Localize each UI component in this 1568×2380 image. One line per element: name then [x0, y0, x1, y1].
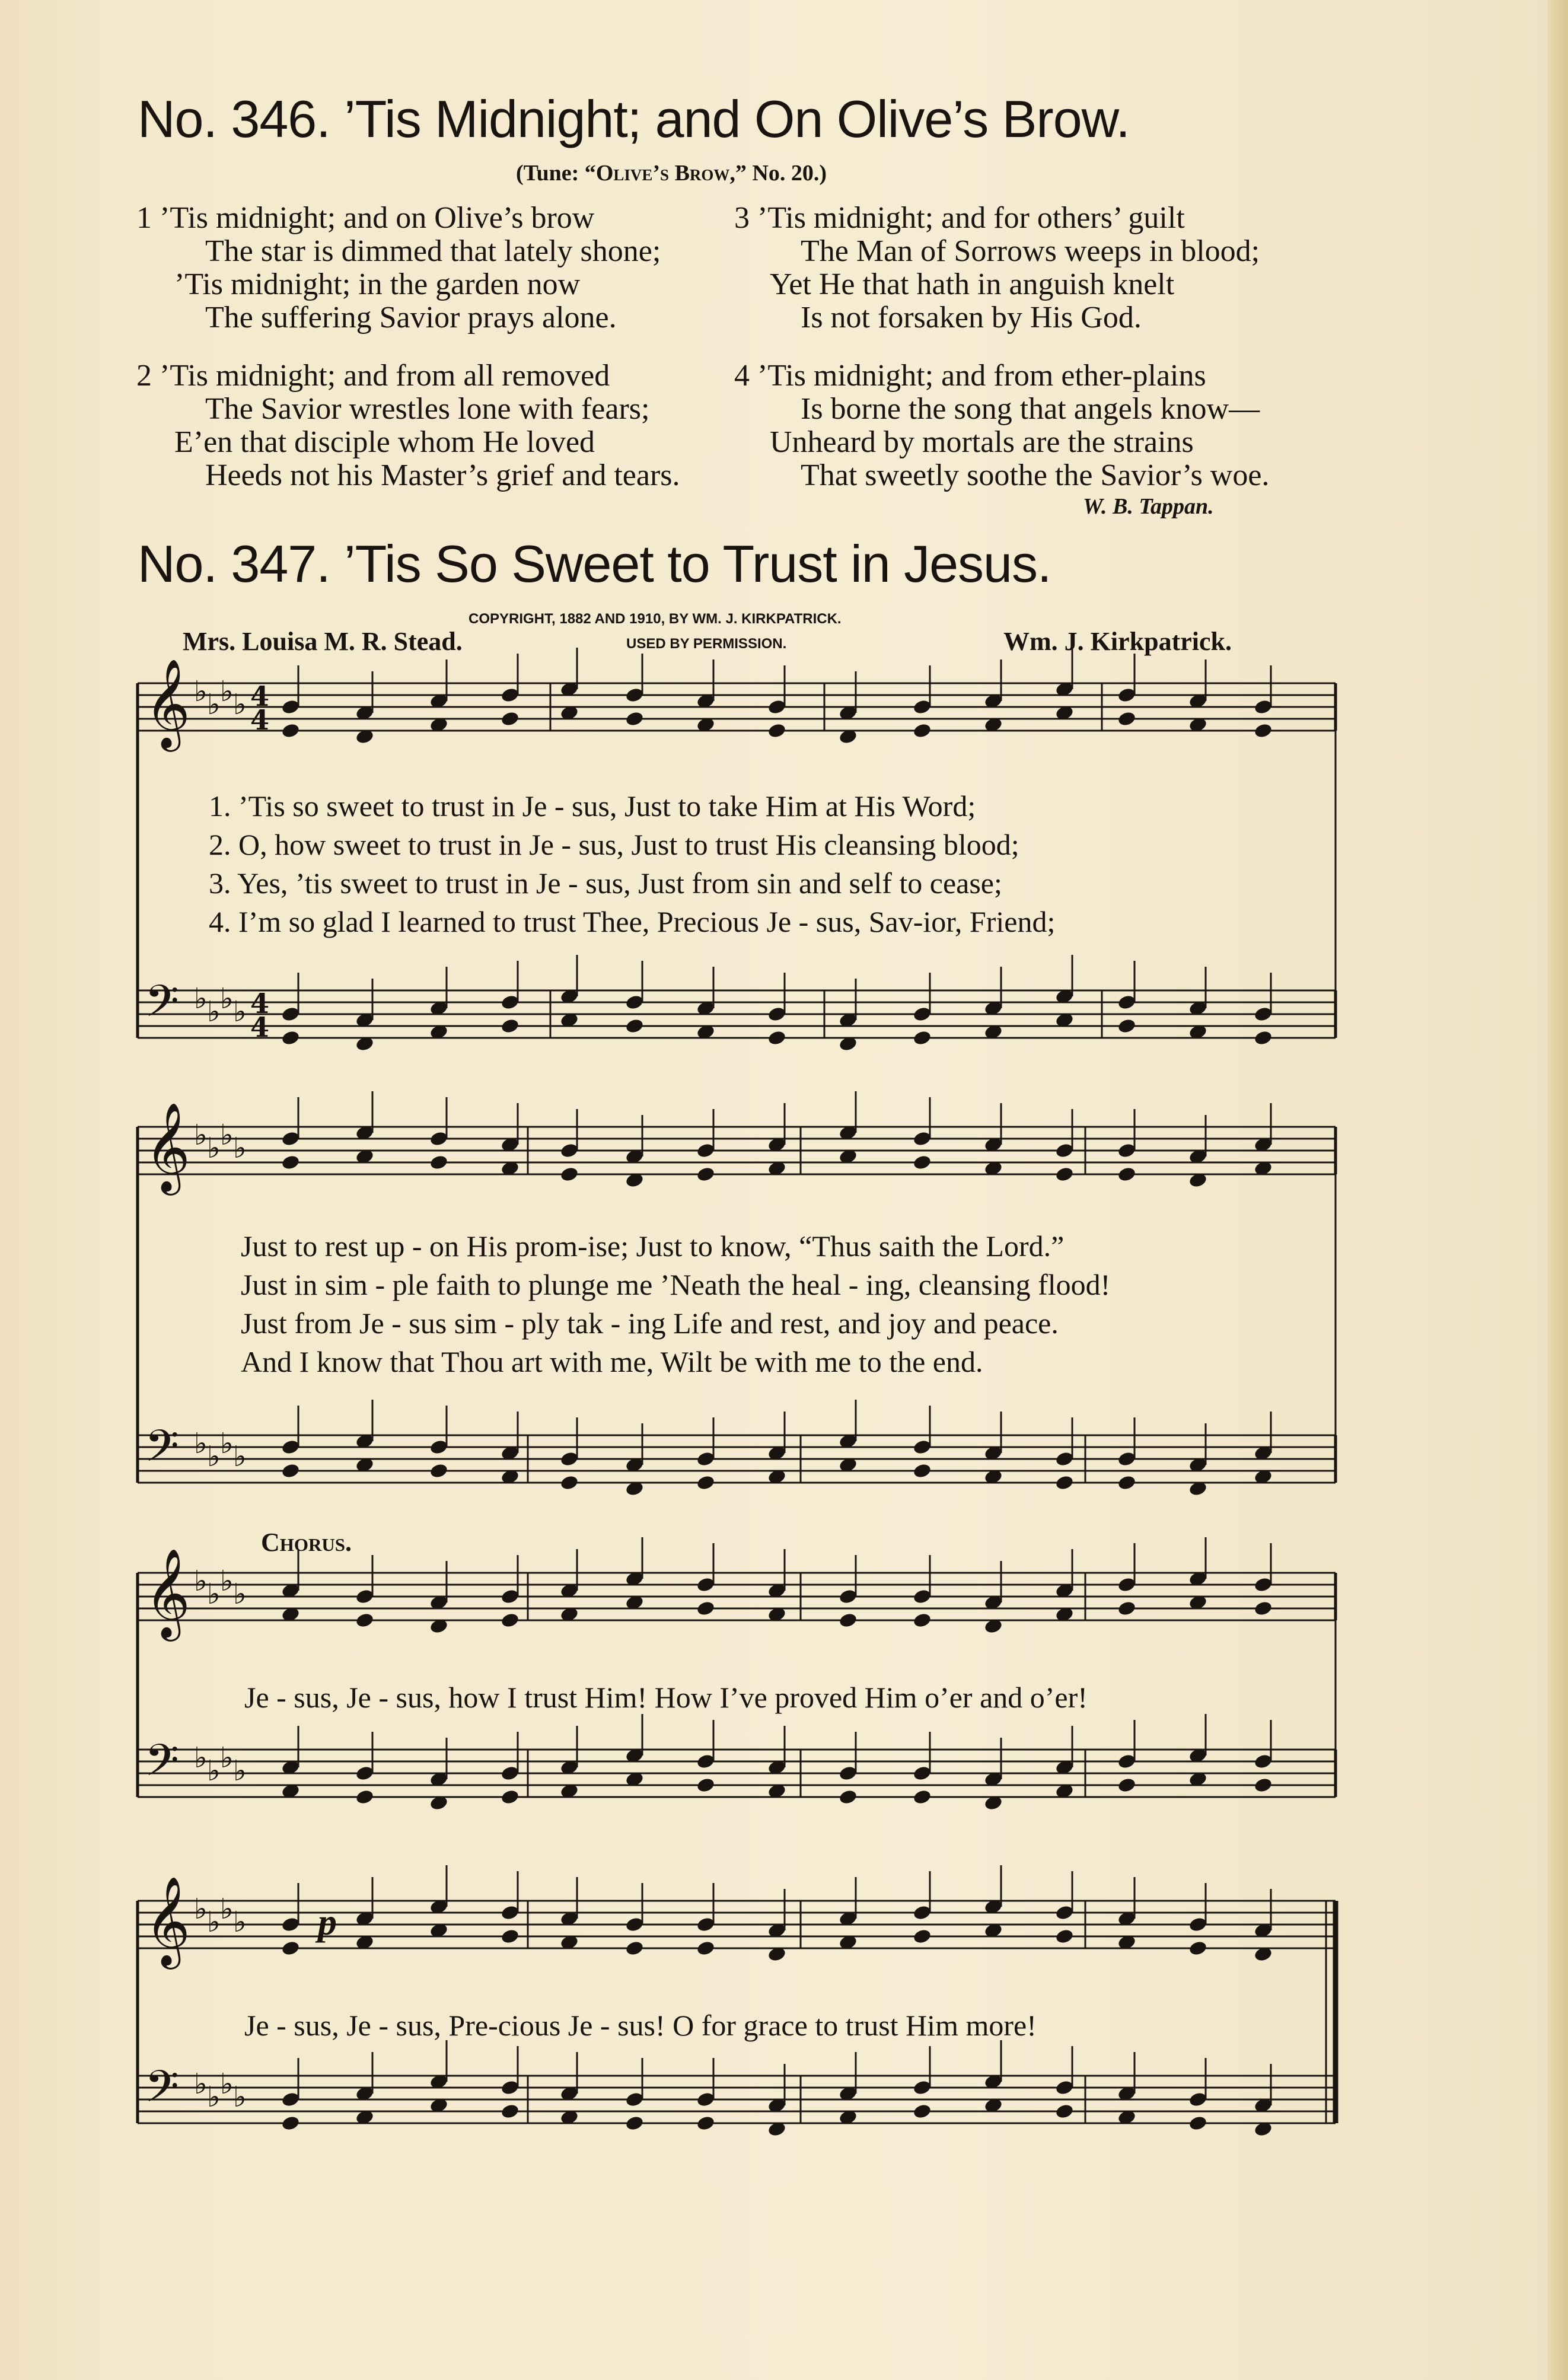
lyric-line: And I know that Thou art with me, Wilt be with me to the end. — [241, 1345, 983, 1378]
flat-sign: ♭ — [233, 2080, 247, 2114]
notehead — [696, 1474, 715, 1491]
notehead — [696, 1600, 715, 1617]
flat-sign: ♭ — [194, 982, 208, 1015]
notehead — [696, 1166, 715, 1183]
time-signature: 4 — [250, 680, 270, 712]
flat-sign: ♭ — [220, 1427, 234, 1460]
flat-sign: ♭ — [207, 995, 221, 1028]
flat-sign: ♭ — [220, 1565, 234, 1598]
flat-sign: ♭ — [220, 1119, 234, 1152]
treble-clef: 𝄞 — [145, 1101, 190, 1191]
notehead — [912, 1612, 932, 1629]
time-signature: 4 — [250, 987, 270, 1019]
flat-sign: ♭ — [220, 2067, 234, 2101]
verse-line: ’Tis midnight; in the garden now — [174, 267, 581, 301]
notehead — [696, 2115, 715, 2132]
flat-sign: ♭ — [194, 1892, 208, 1926]
notehead — [696, 1777, 715, 1793]
lyric-line: 4. I’m so glad I learned to trust Thee, Precious Je - sus, Sav-ior, Friend; — [209, 905, 1056, 938]
verse-line: E’en that disciple whom He loved — [174, 425, 595, 459]
lyricist-credit: Mrs. Louisa M. R. Stead. — [183, 627, 463, 656]
notehead — [1117, 1474, 1136, 1491]
notehead — [281, 1463, 300, 1479]
notehead — [429, 1463, 448, 1479]
lyric-line: Je - sus, Je - sus, Pre-cious Je - sus! O for grace to trust Him more! — [244, 2009, 1037, 2042]
notehead — [281, 1940, 300, 1957]
flat-sign: ♭ — [233, 1132, 247, 1165]
chorus-label: Chorus. — [261, 1528, 352, 1557]
time-signature: 4 — [250, 704, 270, 736]
verse-line: That sweetly soothe the Savior’s woe. — [801, 458, 1270, 492]
flat-sign: ♭ — [207, 2080, 221, 2114]
verse-line: ’Tis midnight; and on Olive’s brow — [160, 201, 595, 235]
notehead — [624, 1940, 644, 1957]
verse-line: ’Tis midnight; and for others’ guilt — [757, 201, 1185, 235]
notehead — [838, 1612, 858, 1629]
notehead — [500, 1789, 520, 1805]
notehead — [1117, 1018, 1136, 1034]
verse-line: ’Tis midnight; and from ether-plains — [757, 359, 1206, 393]
flat-sign: ♭ — [194, 1119, 208, 1152]
flat-sign: ♭ — [194, 1427, 208, 1460]
lyric-line: Je - sus, Je - sus, how I trust Him! How I’ve proved Him o’er and o’er! — [244, 1681, 1088, 1714]
notehead — [559, 1474, 579, 1491]
treble-clef: 𝄞 — [145, 1547, 190, 1637]
treble-clef: 𝄞 — [145, 658, 190, 748]
notehead — [355, 1612, 374, 1629]
flat-sign: ♭ — [207, 1440, 221, 1473]
flat-sign: ♭ — [207, 1754, 221, 1788]
verse-line: Yet He that hath in anguish knelt — [770, 267, 1175, 301]
verse-number: 1 — [136, 201, 152, 235]
verse-number: 3 — [734, 201, 750, 235]
tune-name: Olive’s Brow, — [595, 161, 735, 186]
notehead — [912, 1463, 932, 1479]
notehead — [838, 1789, 858, 1805]
tune-suffix: ” No. 20.) — [735, 161, 827, 186]
notehead — [500, 2103, 520, 2120]
notehead — [1054, 1928, 1074, 1945]
lyric-line: Just from Je - sus sim - ply tak - ing Life and rest, and joy and peace. — [241, 1307, 1059, 1340]
notehead — [1054, 1166, 1074, 1183]
notehead — [1253, 1600, 1273, 1617]
hymn-346-title: No. 346. ’Tis Midnight; and On Olive’s Brow. — [138, 90, 1130, 148]
verse-line: ’Tis midnight; and from all removed — [160, 359, 610, 393]
treble-clef: 𝄞 — [145, 1875, 190, 1965]
composer-credit: Wm. J. Kirkpatrick. — [1003, 627, 1232, 656]
flat-sign: ♭ — [233, 1754, 247, 1788]
notehead — [281, 1154, 300, 1171]
copyright-notice: COPYRIGHT, 1882 AND 1910, BY WM. J. KIRKPATRICK. — [469, 611, 842, 627]
notehead — [912, 1789, 932, 1805]
notehead — [912, 2103, 932, 2120]
notehead — [1117, 711, 1136, 727]
notehead — [912, 1928, 932, 1945]
notehead — [1253, 1030, 1273, 1046]
hymn-346-author: W. B. Tappan. — [1083, 494, 1214, 519]
notehead — [500, 1612, 520, 1629]
notehead — [912, 722, 932, 739]
verse-line: Is not forsaken by His God. — [801, 301, 1142, 334]
flat-sign: ♭ — [207, 1578, 221, 1611]
bass-clef: 𝄢 — [145, 1420, 179, 1483]
notehead — [500, 1018, 520, 1034]
notehead — [1188, 1940, 1207, 1957]
notehead — [559, 1166, 579, 1183]
bass-clef: 𝄢 — [145, 1735, 179, 1797]
notehead — [767, 1030, 786, 1046]
flat-sign: ♭ — [233, 1906, 247, 1939]
verse-line: The Savior wrestles lone with fears; — [205, 392, 650, 426]
notehead — [355, 1789, 374, 1805]
verse-line: The star is dimmed that lately shone; — [205, 234, 661, 268]
verse-line: The suffering Savior prays alone. — [205, 301, 617, 334]
flat-sign: ♭ — [207, 688, 221, 721]
verse-line: Unheard by mortals are the strains — [770, 425, 1194, 459]
dynamic-marking: p — [318, 1901, 337, 1943]
lyric-line: Just in sim - ple faith to plunge me ’Neath the heal - ing, cleansing flood! — [241, 1268, 1111, 1301]
notehead — [624, 1018, 644, 1034]
flat-sign: ♭ — [220, 675, 234, 708]
flat-sign: ♭ — [207, 1132, 221, 1165]
notehead — [1117, 1777, 1136, 1793]
verse-number: 2 — [136, 359, 152, 393]
flat-sign: ♭ — [233, 1578, 247, 1611]
permission-notice: USED BY PERMISSION. — [626, 636, 787, 652]
notehead — [624, 711, 644, 727]
notehead — [624, 2115, 644, 2132]
flat-sign: ♭ — [194, 675, 208, 708]
notehead — [1117, 1166, 1136, 1183]
notehead — [500, 1928, 520, 1945]
lyric-line: 3. Yes, ’tis sweet to trust in Je - sus, Just from sin and self to cease; — [209, 866, 1002, 900]
notehead — [1253, 1777, 1273, 1793]
notehead — [281, 1030, 300, 1046]
flat-sign: ♭ — [233, 688, 247, 721]
flat-sign: ♭ — [220, 1741, 234, 1774]
tune-prefix: (Tune: “ — [516, 161, 596, 186]
notehead — [281, 2115, 300, 2132]
notehead — [429, 1154, 448, 1171]
flat-sign: ♭ — [220, 1892, 234, 1926]
bass-clef: 𝄢 — [145, 2061, 179, 2123]
flat-sign: ♭ — [220, 982, 234, 1015]
hymn-347-title: No. 347. ’Tis So Sweet to Trust in Jesus. — [138, 534, 1051, 593]
lyric-line: Just to rest up - on His prom-ise; Just to know, “Thus saith the Lord.” — [241, 1229, 1065, 1263]
flat-sign: ♭ — [233, 1440, 247, 1473]
notehead — [1054, 2103, 1074, 2120]
flat-sign: ♭ — [194, 2067, 208, 2101]
verse-line: Is borne the song that angels know— — [801, 392, 1260, 426]
notehead — [1188, 2115, 1207, 2132]
flat-sign: ♭ — [207, 1906, 221, 1939]
notehead — [281, 722, 300, 739]
verse-number: 4 — [734, 359, 750, 393]
verse-line: Heeds not his Master’s grief and tears. — [205, 458, 680, 492]
notehead — [912, 1030, 932, 1046]
flat-sign: ♭ — [194, 1565, 208, 1598]
flat-sign: ♭ — [233, 995, 247, 1028]
lyric-line: 1. ’Tis so sweet to trust in Je - sus, Just to take Him at His Word; — [209, 789, 976, 823]
flat-sign: ♭ — [194, 1741, 208, 1774]
notehead — [1253, 722, 1273, 739]
notehead — [912, 1154, 932, 1171]
lyric-line: 2. O, how sweet to trust in Je - sus, Just to trust His cleansing blood; — [209, 828, 1019, 861]
time-signature: 4 — [250, 1011, 270, 1043]
verse-line: The Man of Sorrows weeps in blood; — [801, 234, 1260, 268]
notehead — [767, 722, 786, 739]
bass-clef: 𝄢 — [145, 976, 179, 1038]
notehead — [1117, 1600, 1136, 1617]
notehead — [500, 711, 520, 727]
notehead — [1054, 1474, 1074, 1491]
notehead — [696, 1940, 715, 1957]
